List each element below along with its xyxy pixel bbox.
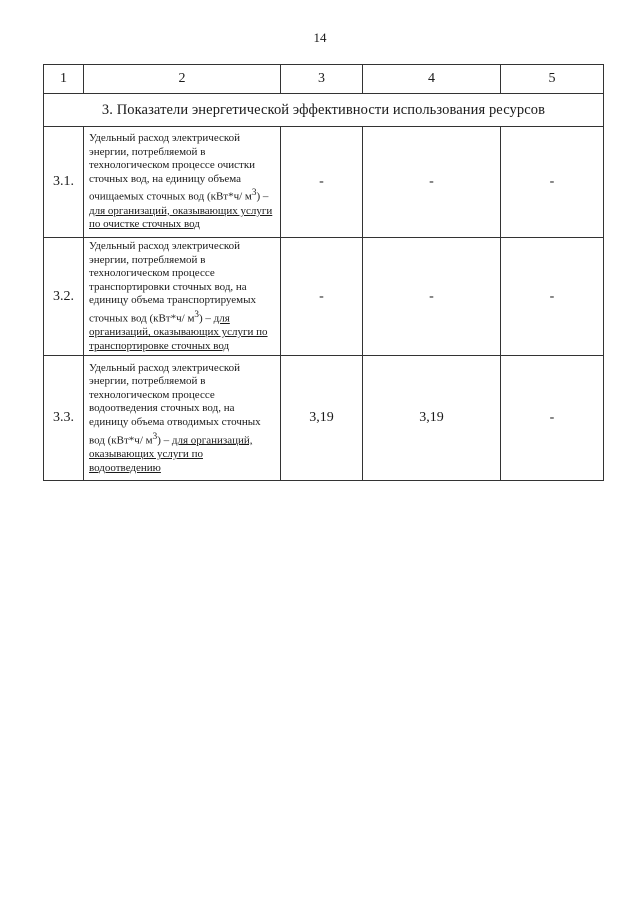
section-title: 3. Показатели энергетической эффективности использования ресурсов xyxy=(44,94,604,127)
value-col-5: - xyxy=(501,356,604,481)
row-number: 3.3. xyxy=(44,356,84,481)
table-row xyxy=(44,238,604,356)
header-cell: 5 xyxy=(501,65,604,94)
row-description: Удельный расход электрической энергии, потребляемой в технологическом процессе водоотведения сточных вод, на единицу объема отводимых сточных вод (кВт*ч/ $м^3$) – для организаций, оказывающих услуги по водоотведению xyxy=(84,356,281,481)
row-number: 3.2. xyxy=(44,238,84,356)
header-cell: 4 xyxy=(363,65,501,94)
value-col-5: - xyxy=(501,238,604,356)
value-col-4: 3,19 xyxy=(363,356,501,481)
row-number: 3.1. xyxy=(44,127,84,238)
value-col-3: 3,19 xyxy=(281,356,363,481)
value-col-3: - xyxy=(281,127,363,238)
value-col-4: - xyxy=(363,127,501,238)
page-number: 14 xyxy=(313,30,327,45)
table-row xyxy=(44,127,604,238)
section-row xyxy=(44,94,604,127)
table-header-row xyxy=(44,65,604,94)
header-cell: 3 xyxy=(281,65,363,94)
value-col-5: - xyxy=(501,127,604,238)
indicators-table xyxy=(43,64,604,481)
header-cell: 2 xyxy=(84,65,281,94)
row-description: Удельный расход электрической энергии, потребляемой в технологическом процессе очистки сточных вод, на единицу объема очищаемых сточных вод (кВт*ч/ $м^3$) – для организаций, оказывающих услуги по очистке сточных вод xyxy=(84,127,281,238)
header-cell: 1 xyxy=(44,65,84,94)
row-description: Удельный расход электрической энергии, потребляемой в технологическом процессе транспортировки сточных вод, на единицу объема транспортируемых сточных вод (кВт*ч/ $м^3$) – для организаций, оказывающих услуги по транспортировке сточных вод xyxy=(84,238,281,356)
value-col-3: - xyxy=(281,238,363,356)
table-row xyxy=(44,356,604,481)
value-col-4: - xyxy=(363,238,501,356)
